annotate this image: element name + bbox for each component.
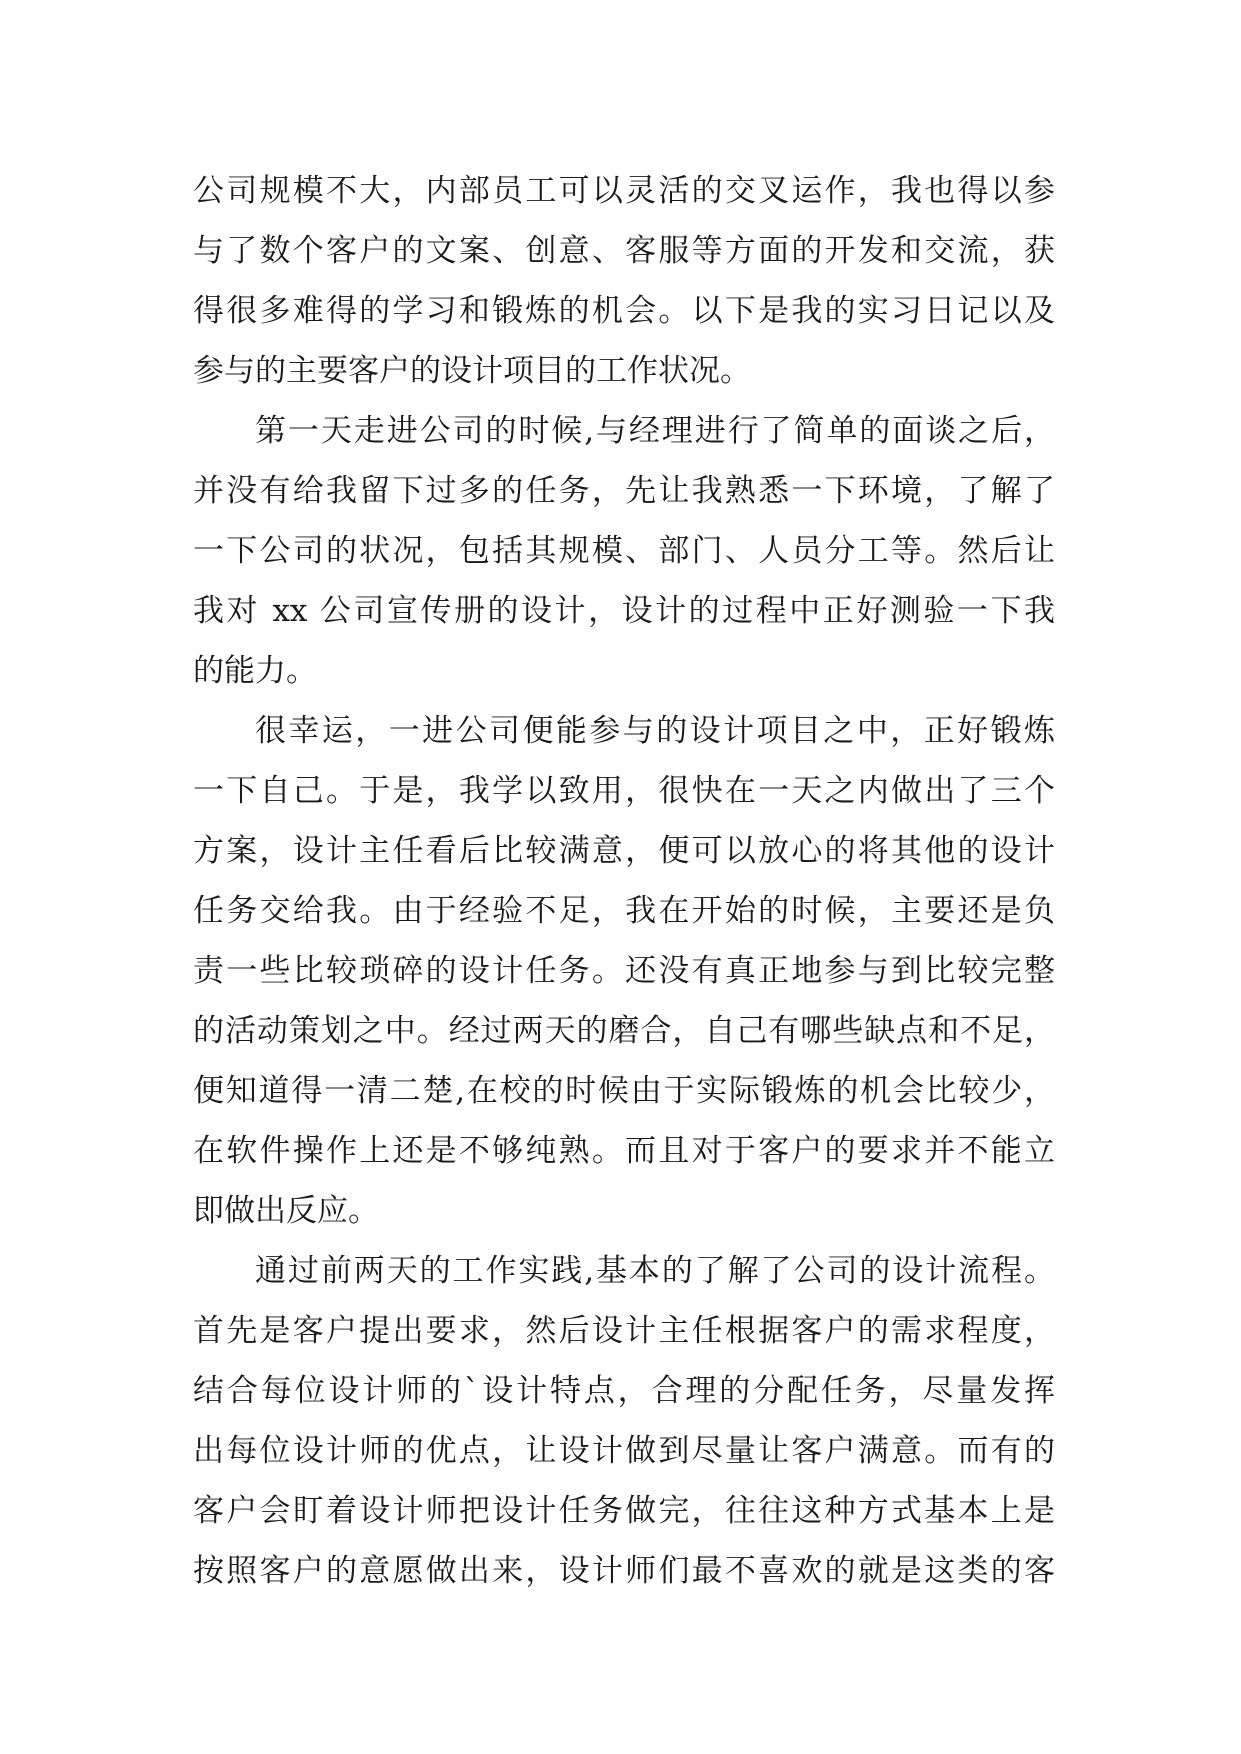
text-line: 我对 xx 公司宣传册的设计，设计的过程中正好测验一下我: [193, 593, 1055, 629]
text-line: 第一天走进公司的时候,与经理进行了简单的面谈之后，: [255, 413, 1055, 449]
text-line: 任务交给我。由于经验不足，我在开始的时候，主要还是负: [193, 893, 1055, 929]
text-line: 很幸运，一进公司便能参与的设计项目之中，正好锻炼: [255, 713, 1055, 749]
text-line: 的活动策划之中。经过两天的磨合，自己有哪些缺点和不足，: [193, 1013, 1055, 1049]
text-line: 首先是客户提出要求，然后设计主任根据客户的需求程度，: [193, 1313, 1055, 1349]
text-line: 责一些比较琐碎的设计任务。还没有真正地参与到比较完整: [193, 953, 1055, 989]
text-line: 得很多难得的学习和锻炼的机会。以下是我的实习日记以及: [193, 293, 1055, 329]
text-line: 客户会盯着设计师把设计任务做完，往往这种方式基本上是: [193, 1493, 1055, 1529]
text-line: 一下自己。于是，我学以致用，很快在一天之内做出了三个: [193, 773, 1055, 809]
text-line: 方案，设计主任看后比较满意，便可以放心的将其他的设计: [193, 833, 1055, 869]
text-line: 与了数个客户的文案、创意、客服等方面的开发和交流，获: [193, 233, 1055, 269]
text-line: 出每位设计师的优点，让设计做到尽量让客户满意。而有的: [193, 1433, 1055, 1469]
text-line: 通过前两天的工作实践,基本的了解了公司的设计流程。: [255, 1253, 1055, 1289]
text-line: 在软件操作上还是不够纯熟。而且对于客户的要求并不能立: [193, 1133, 1055, 1169]
text-line: 并没有给我留下过多的任务，先让我熟悉一下环境，了解了: [193, 473, 1055, 509]
text-line: 一下公司的状况，包括其规模、部门、人员分工等。然后让: [193, 533, 1055, 569]
text-line: 公司规模不大，内部员工可以灵活的交叉运作，我也得以参: [193, 173, 1055, 209]
text-line: 的能力。: [193, 653, 317, 689]
text-line: 结合每位设计师的`设计特点，合理的分配任务，尽量发挥: [193, 1373, 1055, 1409]
document-body: [193, 161, 1055, 1601]
text-line: 按照客户的意愿做出来，设计师们最不喜欢的就是这类的客: [193, 1553, 1055, 1589]
text-line: 即做出反应。: [193, 1193, 379, 1229]
text-line: 参与的主要客户的设计项目的工作状况。: [193, 353, 751, 389]
text-line: 便知道得一清二楚,在校的时候由于实际锻炼的机会比较少，: [193, 1073, 1055, 1109]
